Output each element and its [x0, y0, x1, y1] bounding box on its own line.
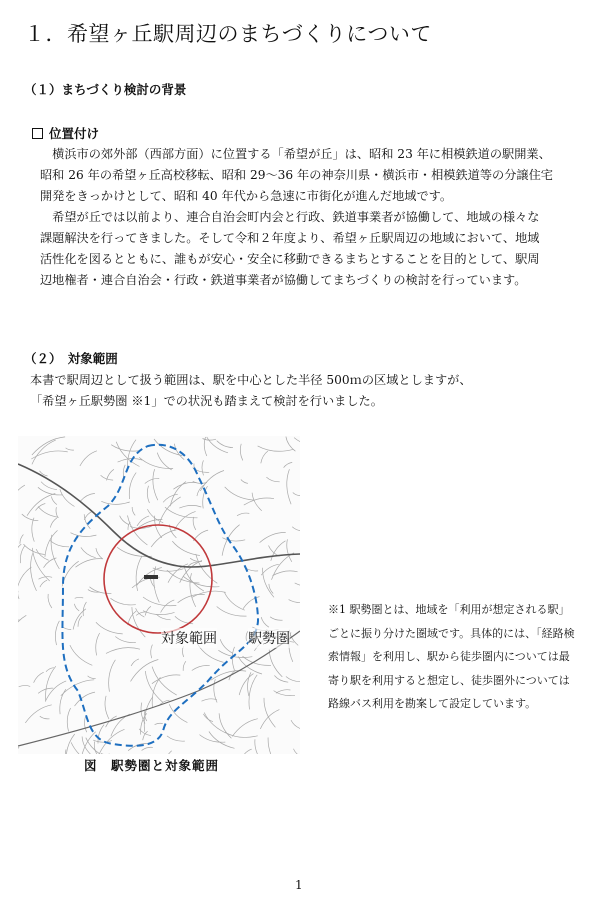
text-line: 希望が丘では以前より、連合自治会町内会と行政、鉄道事業者が協働して、地域の様々な	[40, 210, 540, 224]
subsection-title: 位置付け	[49, 126, 100, 141]
text-line: 横浜市の郊外部（西部方面）に位置する「希望が丘」は、昭和 23 年に相模鉄道の駅開業、	[40, 147, 551, 161]
text-line: 「希望ヶ丘駅勢圏 ※1」での状況も踏まえて検討を行いました。	[30, 394, 383, 408]
catchment-label: 駅勢圏	[248, 628, 290, 648]
text-line: 辺地権者・連合自治会・行政・鉄道事業者が協働してまちづくりの検討を行っています。	[40, 273, 527, 287]
footnote-line: ごとに振り分けた圏域です。具体的には、「経路検	[328, 626, 575, 640]
station-marker	[144, 575, 158, 579]
text-line: 開発をきっかけとして、昭和 40 年代から急速に市街化が進んだ地域です。	[40, 189, 453, 203]
map-background	[18, 436, 300, 754]
map-graphic	[18, 436, 300, 754]
section-2-heading: （２） 対象範囲	[24, 351, 118, 366]
footnote-line: 索情報」を利用し、駅から徒歩圏内については最	[328, 650, 570, 663]
footnote-line: 寄り駅を利用すると想定し、徒歩圏外については	[328, 673, 570, 687]
background-paragraph-2	[40, 207, 539, 291]
station-area-map	[18, 436, 300, 754]
text-line: 本書で駅周辺として扱う範囲は、駅を中心とした半径 500ｍの区域としますが、	[30, 373, 472, 387]
target-area-label: 対象範囲	[161, 628, 217, 648]
scope-paragraph	[30, 370, 472, 412]
text-line: 課題解決を行ってきました。そして令和２年度より、希望ヶ丘駅周辺の地域において、地域	[40, 231, 540, 245]
footnote-line: ※1 駅勢圏とは、地域を「利用が想定される駅」	[328, 603, 570, 616]
footnote-line: 路線バス利用を勘案して設定しています。	[328, 697, 537, 710]
figure-caption: 図 駅勢圏と対象範囲	[84, 758, 220, 773]
subsection-heading	[32, 124, 99, 142]
checkbox-square-icon	[32, 128, 43, 139]
text-line: 活性化を図るとともに、誰もが安心・安全に移動できるまちとすることを目的として、駅周	[40, 252, 540, 266]
section-1-heading: （１）まちづくり検討の背景	[24, 82, 187, 97]
footnote	[328, 598, 575, 716]
page-number: 1	[295, 878, 303, 892]
background-paragraph-1	[40, 144, 553, 207]
text-line: 昭和 26 年の希望ヶ丘高校移転、昭和 29～36 年の神奈川県・横浜市・相模鉄道等の分譲住宅	[40, 168, 553, 182]
page-title: １．希望ヶ丘駅周辺のまちづくりについて	[24, 22, 432, 46]
